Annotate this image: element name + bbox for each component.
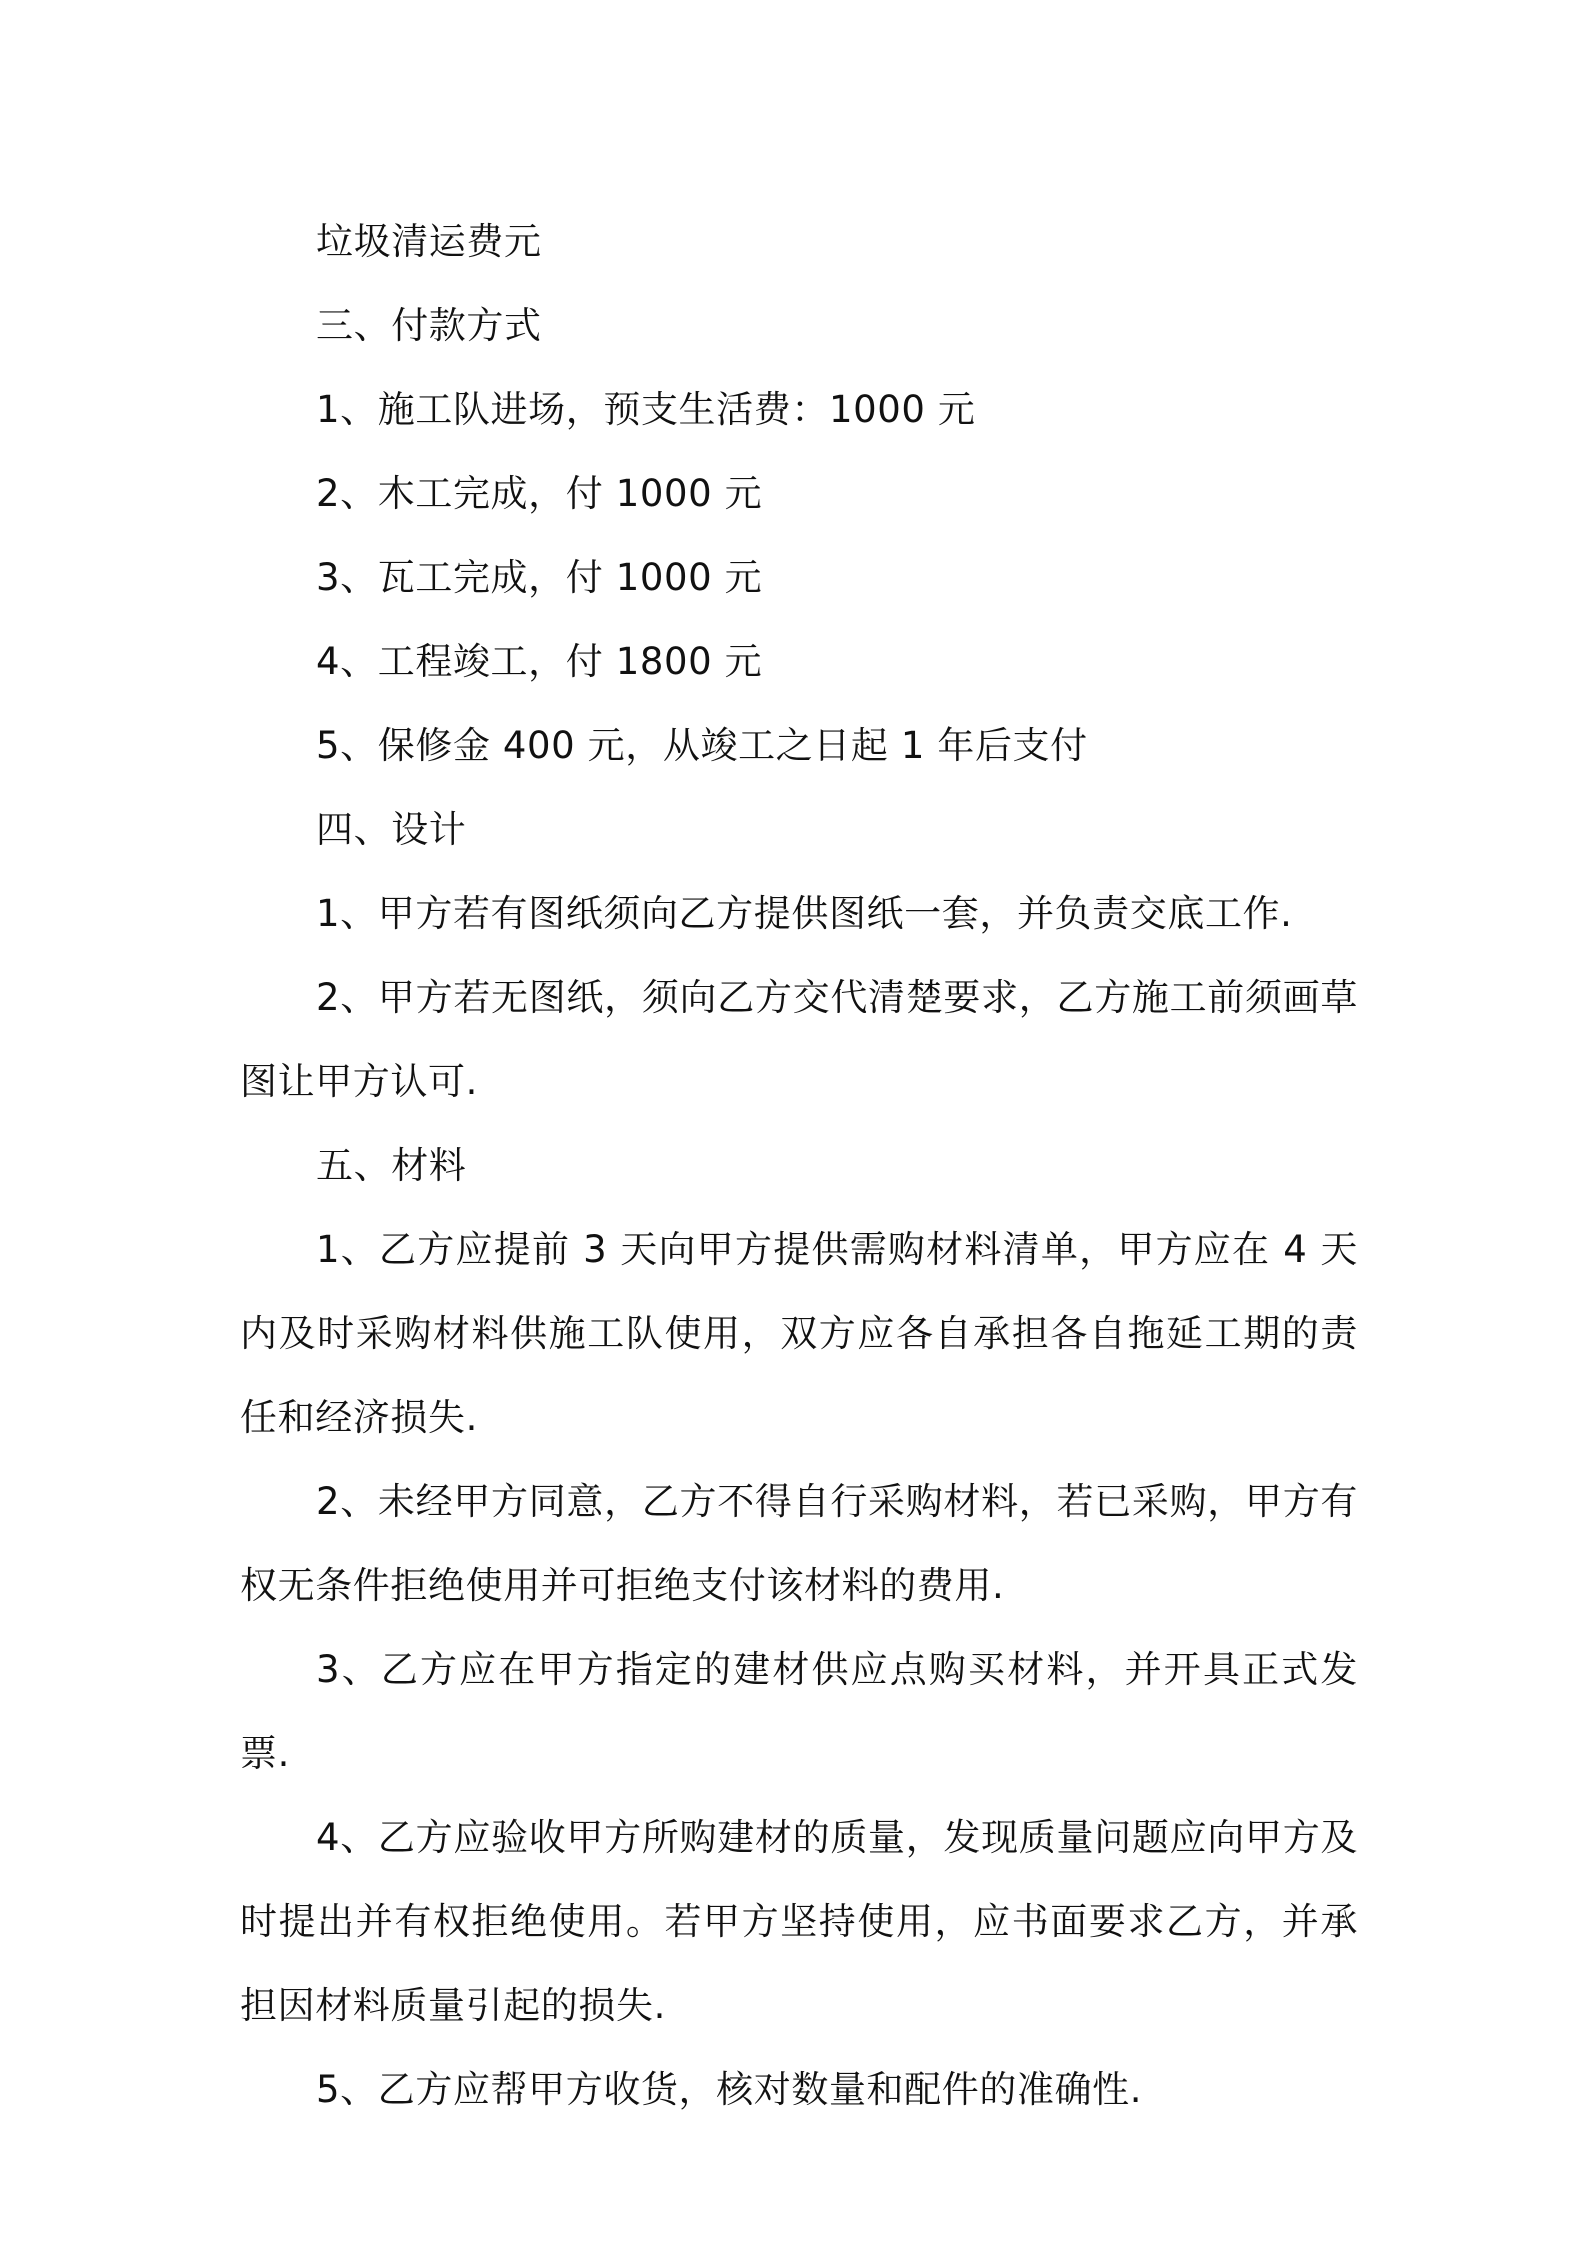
materials-item-2: 2、未经甲方同意，乙方不得自行采购材料，若已采购，甲方有权无条件拒绝使用并可拒绝支付该材料的费用. xyxy=(240,1480,1358,1607)
materials-item-3: 3、乙方应在甲方指定的建材供应点购买材料，并开具正式发票. xyxy=(240,1648,1358,1775)
section-heading-design: 四、设计 xyxy=(316,808,467,851)
section-heading-payment: 三、付款方式 xyxy=(316,304,542,347)
section-heading-materials: 五、材料 xyxy=(316,1144,467,1187)
payment-item-5: 5、保修金 400 元，从竣工之日起 1 年后支付 xyxy=(316,724,1088,767)
materials-item-4: 4、乙方应验收甲方所购建材的质量，发现质量问题应向甲方及时提出并有权拒绝使用。若甲方坚持使用，应书面要求乙方，并承担因材料质量引起的损失. xyxy=(240,1816,1358,2027)
payment-item-2: 2、木工完成，付 1000 元 xyxy=(316,472,763,515)
document-body xyxy=(240,200,1358,2132)
materials-item-5: 5、乙方应帮甲方收货，核对数量和配件的准确性. xyxy=(316,2068,1143,2111)
payment-item-4: 4、工程竣工，付 1800 元 xyxy=(316,640,763,683)
design-item-2: 2、甲方若无图纸，须向乙方交代清楚要求，乙方施工前须画草图让甲方认可. xyxy=(240,976,1358,1103)
materials-item-1: 1、乙方应提前 3 天向甲方提供需购材料清单，甲方应在 4 天内及时采购材料供施工队使用，双方应各自承担各自拖延工期的责任和经济损失. xyxy=(240,1228,1358,1439)
payment-item-1: 1、施工队进场，预支生活费：1000 元 xyxy=(316,388,976,431)
paragraph-garbage-fee: 垃圾清运费元 xyxy=(316,220,542,263)
design-item-1: 1、甲方若有图纸须向乙方提供图纸一套，并负责交底工作. xyxy=(316,892,1293,935)
payment-item-3: 3、瓦工完成，付 1000 元 xyxy=(316,556,763,599)
